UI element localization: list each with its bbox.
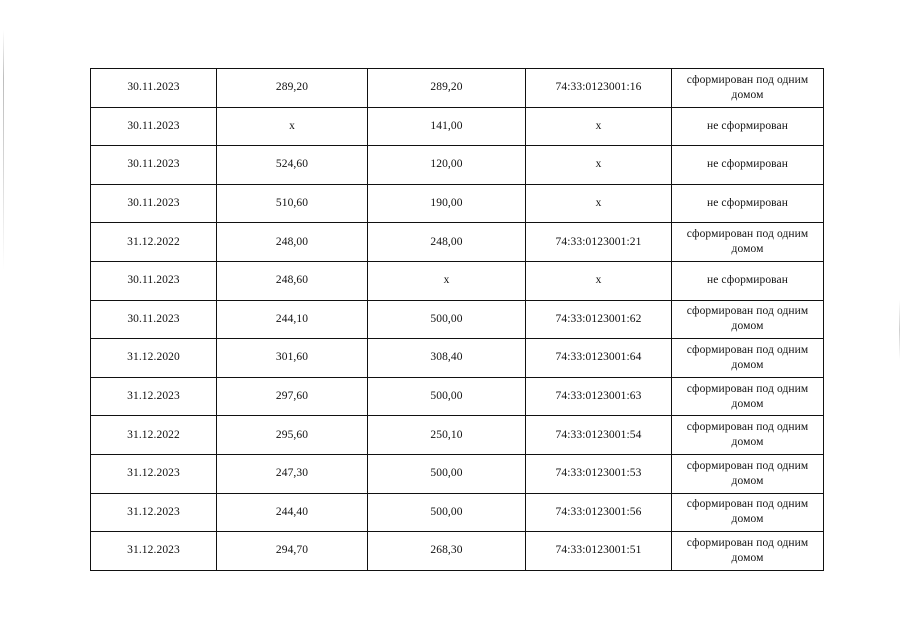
land-area-cell: 500,00: [368, 377, 526, 416]
status-cell: сформирован под одним домом: [672, 454, 824, 493]
date-cell: 31.12.2023: [91, 493, 217, 532]
date-cell: 30.11.2023: [91, 69, 217, 108]
date-cell: 31.12.2023: [91, 532, 217, 571]
cadastral-number-cell: 74:33:0123001:64: [526, 339, 672, 378]
land-area-cell: х: [368, 261, 526, 300]
status-cell: сформирован под одним домом: [672, 300, 824, 339]
status-cell: сформирован под одним домом: [672, 377, 824, 416]
area-cell: 248,00: [217, 223, 368, 262]
table-row: [91, 69, 824, 108]
data-table: [90, 68, 824, 571]
status-cell: не сформирован: [672, 107, 824, 146]
status-cell: сформирован под одним домом: [672, 339, 824, 378]
status-cell: сформирован под одним домом: [672, 223, 824, 262]
date-cell: 30.11.2023: [91, 107, 217, 146]
cadastral-number-cell: 74:33:0123001:16: [526, 69, 672, 108]
cadastral-number-cell: 74:33:0123001:21: [526, 223, 672, 262]
table-row: [91, 532, 824, 571]
date-cell: 30.11.2023: [91, 261, 217, 300]
table-row: [91, 339, 824, 378]
date-cell: 31.12.2022: [91, 223, 217, 262]
area-cell: 294,70: [217, 532, 368, 571]
table-row: [91, 300, 824, 339]
date-cell: 31.12.2022: [91, 416, 217, 455]
scan-edge-mark-right: [899, 300, 900, 360]
land-area-cell: 308,40: [368, 339, 526, 378]
cadastral-number-cell: х: [526, 146, 672, 185]
land-area-cell: 141,00: [368, 107, 526, 146]
cadastral-number-cell: х: [526, 107, 672, 146]
table-row: [91, 454, 824, 493]
area-cell: 248,60: [217, 261, 368, 300]
area-cell: 247,30: [217, 454, 368, 493]
cadastral-number-cell: 74:33:0123001:51: [526, 532, 672, 571]
date-cell: 31.12.2020: [91, 339, 217, 378]
cadastral-number-cell: 74:33:0123001:54: [526, 416, 672, 455]
table-row: [91, 184, 824, 223]
table-row: [91, 146, 824, 185]
table-row: [91, 107, 824, 146]
land-area-cell: 500,00: [368, 493, 526, 532]
status-cell: сформирован под одним домом: [672, 532, 824, 571]
status-cell: сформирован под одним домом: [672, 69, 824, 108]
area-cell: 524,60: [217, 146, 368, 185]
date-cell: 30.11.2023: [91, 146, 217, 185]
scan-edge-mark: [3, 30, 4, 270]
status-cell: не сформирован: [672, 146, 824, 185]
land-area-cell: 120,00: [368, 146, 526, 185]
cadastral-number-cell: 74:33:0123001:63: [526, 377, 672, 416]
status-cell: не сформирован: [672, 184, 824, 223]
status-cell: не сформирован: [672, 261, 824, 300]
area-cell: х: [217, 107, 368, 146]
cadastral-number-cell: х: [526, 261, 672, 300]
date-cell: 30.11.2023: [91, 300, 217, 339]
land-area-cell: 190,00: [368, 184, 526, 223]
table-row: [91, 416, 824, 455]
area-cell: 244,10: [217, 300, 368, 339]
area-cell: 297,60: [217, 377, 368, 416]
area-cell: 510,60: [217, 184, 368, 223]
area-cell: 289,20: [217, 69, 368, 108]
land-area-cell: 250,10: [368, 416, 526, 455]
land-area-cell: 289,20: [368, 69, 526, 108]
date-cell: 30.11.2023: [91, 184, 217, 223]
land-area-cell: 500,00: [368, 300, 526, 339]
table-row: [91, 493, 824, 532]
cadastral-number-cell: 74:33:0123001:62: [526, 300, 672, 339]
status-cell: сформирован под одним домом: [672, 416, 824, 455]
land-area-cell: 268,30: [368, 532, 526, 571]
table-row: [91, 261, 824, 300]
table-row: [91, 377, 824, 416]
cadastral-number-cell: 74:33:0123001:53: [526, 454, 672, 493]
date-cell: 31.12.2023: [91, 454, 217, 493]
land-area-cell: 248,00: [368, 223, 526, 262]
cadastral-number-cell: х: [526, 184, 672, 223]
land-area-cell: 500,00: [368, 454, 526, 493]
table-row: [91, 223, 824, 262]
cadastral-number-cell: 74:33:0123001:56: [526, 493, 672, 532]
area-cell: 295,60: [217, 416, 368, 455]
status-cell: сформирован под одним домом: [672, 493, 824, 532]
area-cell: 244,40: [217, 493, 368, 532]
area-cell: 301,60: [217, 339, 368, 378]
date-cell: 31.12.2023: [91, 377, 217, 416]
